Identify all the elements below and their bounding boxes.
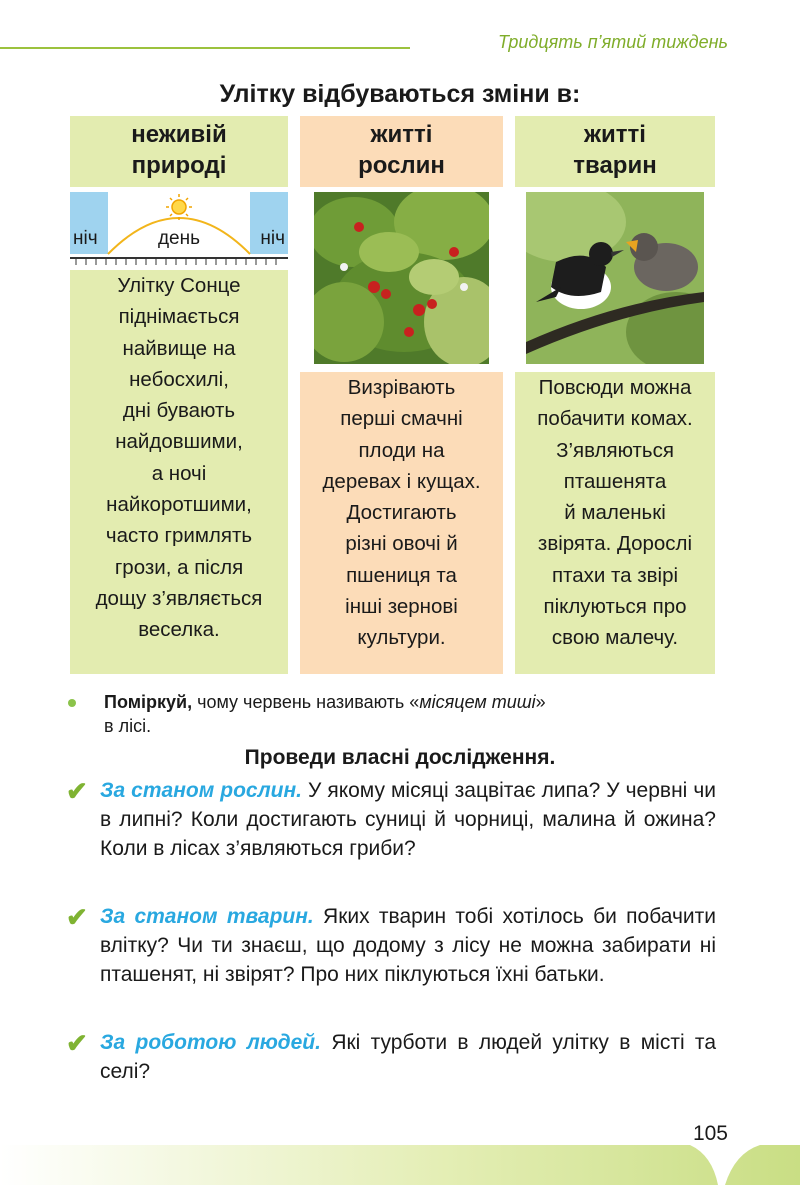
research-item-people	[66, 1028, 716, 1086]
column-text	[70, 270, 288, 646]
heading-line: неживій	[131, 121, 227, 148]
text-line: пшениця та	[346, 563, 457, 587]
research-item-plants	[66, 776, 716, 863]
footer-decoration	[0, 1145, 800, 1185]
research-item-animals	[66, 902, 716, 989]
heading-line: житті	[370, 121, 433, 148]
text-line: свою малечу.	[551, 626, 679, 650]
item-lead: За станом тварин.	[100, 905, 314, 928]
text-line: небосхилі,	[129, 367, 229, 391]
column-heading	[515, 116, 715, 187]
heading-line: тварин	[573, 152, 657, 179]
question-text-end: »	[535, 692, 546, 712]
birds-feeding-photo	[526, 192, 704, 364]
text-line: Достигають	[346, 501, 457, 525]
text-line: найдовшими,	[115, 430, 243, 454]
text-line: інші зернові	[345, 595, 458, 619]
column-heading	[300, 116, 503, 187]
text-line: найвище на	[122, 336, 236, 360]
item-lead: За роботою людей.	[100, 1031, 321, 1054]
column-animal-life	[515, 116, 715, 674]
question-bold: Поміркуй,	[104, 692, 193, 712]
text-line: найкоротшими,	[106, 493, 252, 517]
text-line: часто гримлять	[105, 524, 253, 548]
text-line: З’являються	[556, 438, 674, 462]
text-line: а ночі	[151, 461, 207, 485]
item-text: Яких тварин тобі хотілось би побачити влітку? Чи ти знаєш, що додому з лісу не можна забирати ні пташенят, ні звірят? Про них піклуються їхні батьки.	[100, 905, 716, 986]
night-label-right: ніч	[260, 228, 285, 249]
text-line: пташенята	[563, 469, 667, 493]
question-line	[104, 690, 730, 714]
think-question	[70, 690, 730, 738]
question-line-2: в лісі.	[104, 716, 152, 736]
column-text	[515, 372, 715, 654]
column-heading	[70, 116, 288, 187]
time-scale-ticks	[76, 258, 276, 265]
night-label-left: ніч	[73, 228, 98, 249]
checkmark-icon: ✔	[66, 1028, 88, 1058]
text-line: Улітку Сонце	[117, 274, 241, 297]
text-line: різні овочі й	[345, 532, 458, 556]
text-line: плоди на	[358, 438, 445, 462]
text-line: піднімається	[118, 305, 240, 329]
column-text	[300, 372, 503, 654]
page-number: 105	[692, 1122, 728, 1145]
text-line: піклуються про	[543, 595, 687, 619]
question-italic: місяцем тиші	[419, 692, 536, 712]
column-plant-life	[300, 116, 503, 674]
item-lead: За станом рослин.	[100, 779, 302, 802]
text-line: звірята. Дорослі	[537, 532, 693, 556]
text-line: деревах і кущах.	[322, 469, 481, 493]
checkmark-icon: ✔	[66, 776, 88, 806]
item-text: У якому місяці зацвітає липа? У червні чи в липні? Коли достигають суниці й чорниці, малина й ожина? Коли в лісах з’являються гриби?	[100, 779, 716, 860]
text-line: грози, а після	[114, 555, 244, 579]
text-line: птахи та звірі	[551, 563, 679, 587]
text-line: й маленькі	[564, 501, 666, 525]
section-header: Тридцять п’ятий тиждень	[498, 32, 728, 52]
heading-line: рослин	[358, 152, 445, 179]
strawberry-plant-photo	[314, 192, 489, 364]
text-line: перші смачні	[340, 407, 463, 431]
text-line: веселка.	[138, 618, 220, 642]
question-text: чому червень називають «	[192, 692, 420, 712]
day-label: день	[157, 228, 201, 249]
day-night-diagram	[70, 192, 288, 270]
text-line: побачити комах.	[537, 407, 693, 431]
checkmark-icon: ✔	[66, 902, 88, 932]
research-title: Проведи власні дослідження.	[244, 746, 556, 769]
sun-icon	[166, 194, 192, 220]
item-text: Які турботи в людей улітку в місті та селі?	[100, 1031, 716, 1083]
heading-line: житті	[584, 121, 646, 148]
text-line: культури.	[357, 626, 446, 650]
text-line: Повсюди можна	[538, 376, 692, 399]
table-title: Улітку відбуваються зміни в:	[219, 80, 581, 108]
heading-line: природі	[131, 152, 227, 179]
bullet-icon	[68, 699, 76, 707]
text-line: дощу з’являється	[95, 586, 263, 610]
header-rule	[0, 47, 410, 49]
text-line: Визрівають	[347, 376, 456, 399]
text-line: дні бувають	[122, 399, 236, 423]
column-nonliving-nature	[70, 116, 288, 674]
